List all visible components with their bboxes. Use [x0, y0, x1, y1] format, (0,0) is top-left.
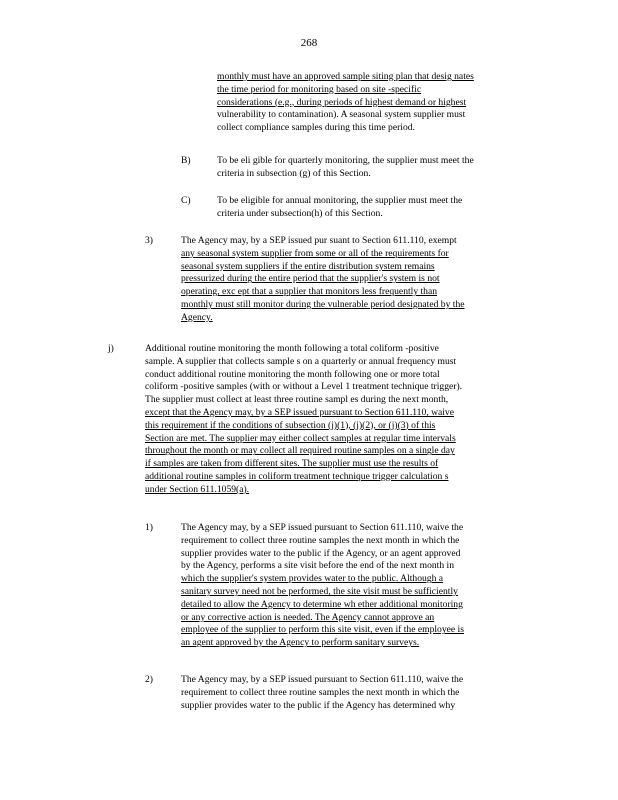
- text-line: sample. A supplier that collects sample s on a quarterly or annual frequency must: [145, 355, 457, 367]
- text-line: an agent approved by the Agency to perform sanitary surveys.: [181, 637, 420, 649]
- text-line: this requirement if the conditions of subsection (j)(1), (j)(2), or (j)(3) of this: [145, 419, 436, 431]
- text-line: supplier provides water to the public if the Agency has determined why: [181, 699, 456, 711]
- text-line: The supplier must collect at least three routine sampl es during the next month,: [145, 394, 449, 406]
- text-line: The Agency may, by a SEP issued pursuant to Section 611.110, waive the: [181, 674, 464, 685]
- text-line: employee of the supplier to perform this site visit, even if the employee is: [181, 624, 464, 636]
- marker-j: j): [108, 343, 114, 354]
- marker-3: 3): [145, 235, 153, 246]
- page-number: 268: [300, 37, 318, 49]
- text-line: pressurized during the entire period that the supplier's system is not: [181, 273, 440, 285]
- text-line: To be eli gible for quarterly monitoring, the supplier must meet the: [217, 155, 474, 166]
- text-line: collect compliance samples during this time period.: [217, 122, 415, 134]
- text-line: throughout the month or may collect all required routine samples on a single day: [145, 445, 455, 457]
- text-line: by the Agency, performs a site visit before the end of the next month in: [181, 560, 454, 572]
- text-line: requirement to collect three routine samples the next month in which the: [181, 534, 460, 546]
- text-line: the time period for monitoring based on site -specific: [217, 83, 422, 95]
- text-line: Section are met. The supplier may either collect samples at regular time intervals: [145, 432, 456, 444]
- text-line: additional routine samples in coliform treatment technique trigger calculation s: [145, 470, 449, 482]
- text-line: conduct additional routine monitoring the month following one or more total: [145, 368, 440, 380]
- paragraph-B: [217, 155, 537, 181]
- text-line: if samples are taken from different sites. The supplier must use the results of: [145, 458, 439, 470]
- text-line: sanitary survey need not be performed, the site visit must be sufficiently: [181, 585, 458, 597]
- text-line: detailed to allow the Agency to determine wh ether additional monitoring: [181, 598, 463, 610]
- text-line: except that the Agency may, by a SEP issued pursuant to Section 611.110, waive: [145, 406, 454, 418]
- text-line: any seasonal system supplier from some or all of the requirements for: [181, 247, 449, 259]
- paragraph-3: [181, 235, 537, 325]
- text-line: Agency.: [181, 311, 213, 323]
- text-line: which the supplier's system provides water to the public. Although a: [181, 573, 444, 585]
- text-line: Additional routine monitoring the month following a total coliform -positive: [145, 343, 439, 354]
- text-line: vulnerability to contamination). A seasonal system supplier must: [217, 109, 466, 121]
- paragraph-C: [217, 195, 524, 221]
- paragraph-j: [145, 343, 537, 497]
- text-line: or any corrective action is needed. The Agency cannot approve an: [181, 611, 435, 623]
- text-line: monthly must have an approved sample siting plan that desig nates: [217, 71, 474, 82]
- text-line: The Agency may, by a SEP issued pursuant to Section 611.110, waive the: [181, 522, 464, 533]
- text-line: To be eligible for annual monitoring, the supplier must meet the: [217, 195, 463, 206]
- paragraph-continuation: [217, 71, 532, 135]
- text-line: criteria in subsection (g) of this Section.: [217, 167, 371, 179]
- text-line: criteria under subsection(h) of this Section.: [217, 207, 383, 219]
- text-line: requirement to collect three routine samples the next month in which the: [181, 686, 460, 698]
- marker-B: B): [181, 155, 191, 166]
- marker-C: C): [181, 195, 191, 206]
- text-line: coliform -positive samples (with or without a Level 1 treatment technique trigger).: [145, 381, 463, 393]
- text-line: under Section 611.1059(a).: [145, 483, 250, 495]
- paragraph-j1: [181, 522, 537, 650]
- text-line: supplier provides water to the public if the Agency, or an agent approved: [181, 547, 461, 559]
- marker-j1: 1): [145, 522, 153, 533]
- text-line: considerations (e.g., during periods of highest demand or highest: [217, 96, 467, 108]
- text-line: seasonal system suppliers if the entire distribution system remains: [181, 260, 435, 272]
- text-line: The Agency may, by a SEP issued pur suant to Section 611.110, exempt: [181, 235, 457, 246]
- text-line: monthly must still monitor during the vulnerable period designated by the: [181, 298, 465, 310]
- text-line: operating, exc ept that a supplier that monitors less frequently than: [181, 286, 438, 298]
- paragraph-j2: [181, 674, 537, 712]
- marker-j2: 2): [145, 674, 153, 685]
